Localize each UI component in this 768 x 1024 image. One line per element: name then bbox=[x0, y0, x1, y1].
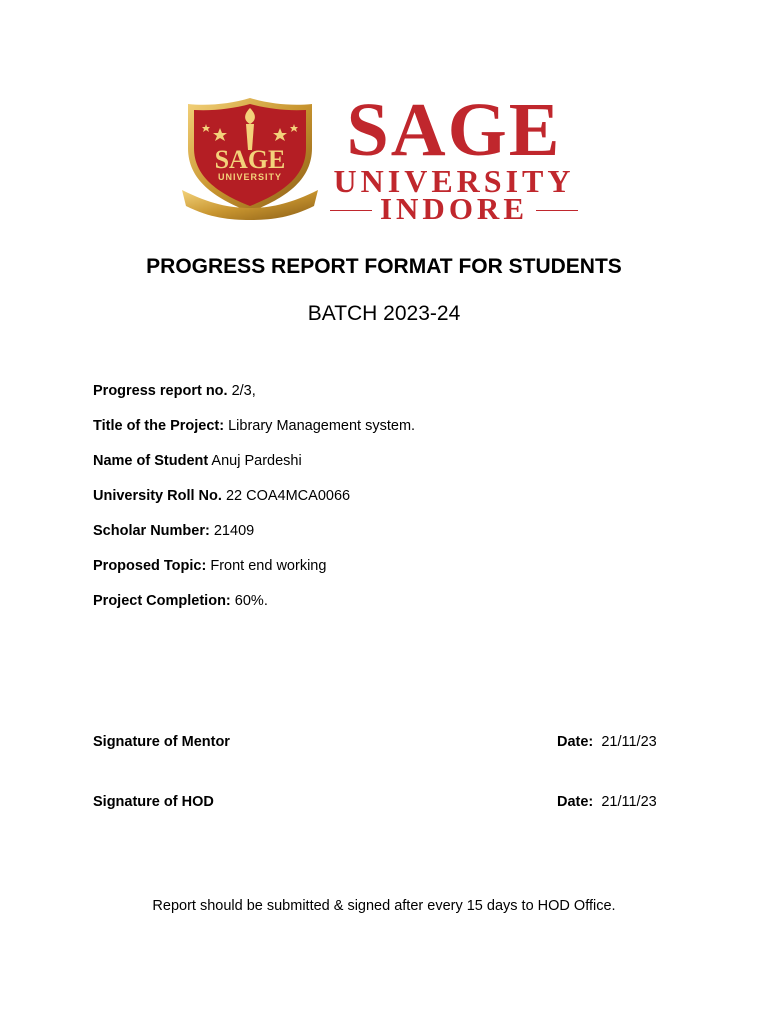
hod-signature-row bbox=[93, 793, 665, 811]
field-value: 60%. bbox=[230, 593, 268, 609]
hod-signature-label: Signature of HOD bbox=[93, 794, 214, 810]
mentor-date bbox=[557, 733, 657, 751]
batch-heading: BATCH 2023-24 bbox=[307, 302, 461, 325]
wordmark bbox=[328, 88, 580, 226]
field-label: Proposed Topic: bbox=[93, 558, 207, 574]
field-value: 2/3, bbox=[227, 383, 256, 399]
field-value: 21409 bbox=[209, 523, 255, 539]
field-project-title bbox=[93, 417, 693, 452]
date-value: 21/11/23 bbox=[601, 734, 657, 750]
field-label: Progress report no. bbox=[93, 383, 228, 399]
field-value: 22 COA4MCA0066 bbox=[221, 488, 351, 504]
field-label: Title of the Project: bbox=[93, 418, 225, 434]
hod-date bbox=[557, 793, 657, 811]
report-fields bbox=[93, 382, 693, 627]
wordmark-sage: SAGE bbox=[346, 88, 562, 172]
wordmark-indore: INDORE bbox=[379, 191, 528, 226]
field-progress-report-no bbox=[93, 382, 693, 417]
field-label: Scholar Number: bbox=[93, 523, 210, 539]
mentor-signature-row bbox=[93, 733, 665, 751]
field-roll-no bbox=[93, 487, 693, 522]
submission-note: Report should be submitted & signed after every 15 days to HOD Office. bbox=[152, 898, 616, 914]
field-label: University Roll No. bbox=[93, 488, 222, 504]
field-value: Library Management system. bbox=[224, 418, 416, 434]
wordmark-university: UNIVERSITY bbox=[333, 163, 575, 199]
date-label: Date: bbox=[557, 794, 594, 810]
badge-subtext: UNIVERSITY bbox=[217, 172, 282, 182]
field-value: Anuj Pardeshi bbox=[208, 453, 302, 469]
badge-text: SAGE bbox=[214, 145, 286, 174]
date-label: Date: bbox=[557, 734, 594, 750]
wordmark-rule-right bbox=[536, 210, 578, 211]
mentor-signature-label: Signature of Mentor bbox=[93, 734, 230, 750]
university-logo bbox=[180, 88, 580, 226]
field-student-name bbox=[93, 452, 693, 487]
document-title: PROGRESS REPORT FORMAT FOR STUDENTS bbox=[146, 255, 622, 278]
field-value: Front end working bbox=[206, 558, 327, 574]
field-proposed-topic bbox=[93, 557, 693, 592]
field-scholar-number bbox=[93, 522, 693, 557]
date-value: 21/11/23 bbox=[601, 794, 657, 810]
field-label: Name of Student bbox=[93, 453, 209, 469]
field-label: Project Completion: bbox=[93, 593, 231, 609]
field-project-completion bbox=[93, 592, 693, 627]
